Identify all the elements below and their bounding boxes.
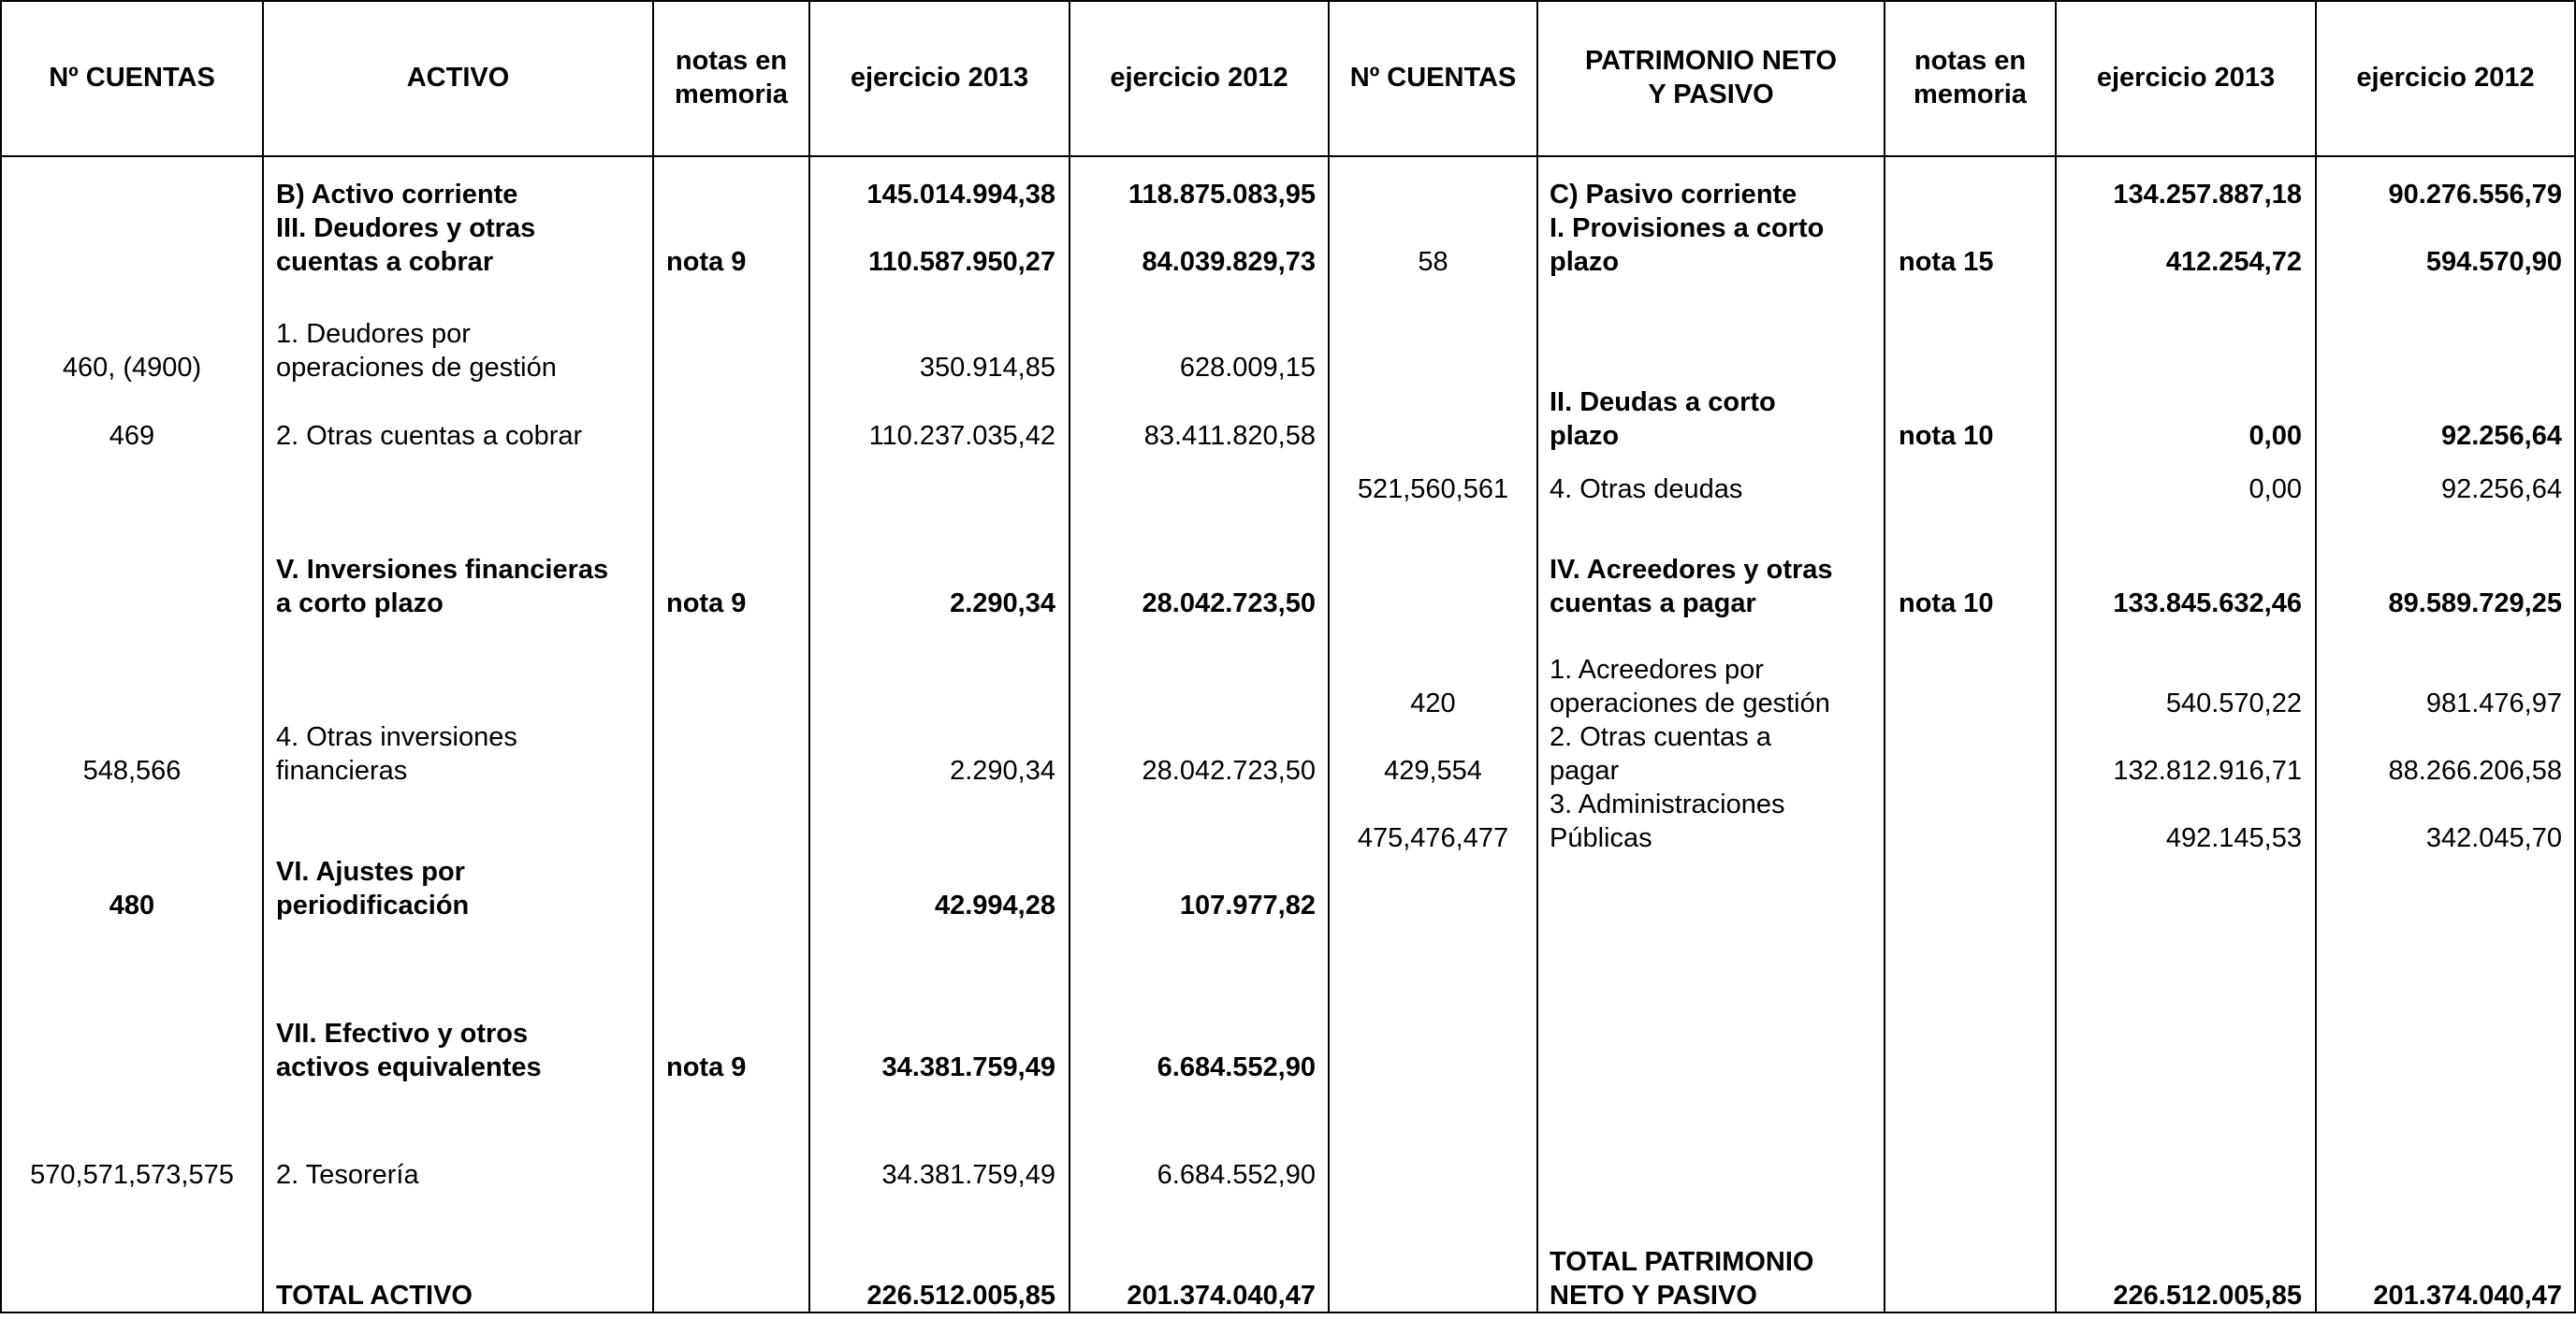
pasivo-i-title-2: plazo xyxy=(1550,247,1620,277)
pasivo-c-title: C) Pasivo corriente xyxy=(1550,180,1797,210)
activo-d1-2013: 350.914,85 xyxy=(919,353,1055,383)
pasivo-a2-2013: 132.812.916,71 xyxy=(2113,756,2302,786)
header-notas-left-2: memoria xyxy=(675,80,788,109)
pasivo-ii4-2013: 0,00 xyxy=(2249,474,2302,504)
activo-d2-cuenta: 469 xyxy=(109,421,155,451)
activo-v-title-2: a corto plazo xyxy=(276,588,444,618)
activo-d2-title: 2. Otras cuentas a cobrar xyxy=(276,421,583,451)
pasivo-i-nota: nota 15 xyxy=(1899,247,1994,277)
pasivo-a3-cuenta: 475,476,477 xyxy=(1357,823,1509,853)
pasivo-total-title-1: TOTAL PATRIMONIO xyxy=(1550,1247,1814,1277)
pasivo-a3-2013: 492.145,53 xyxy=(2165,823,2302,853)
activo-v4-cuenta: 548,566 xyxy=(82,756,182,786)
activo-v-2012: 28.042.723,50 xyxy=(1142,588,1316,618)
header-cuentas-right: Nº CUENTAS xyxy=(1349,63,1517,93)
pasivo-iv-title-2: cuentas a pagar xyxy=(1550,588,1756,618)
pasivo-i-title-1: I. Provisiones a corto xyxy=(1550,213,1825,243)
activo-vii-title-1: VII. Efectivo y otros xyxy=(276,1019,529,1049)
column-divider xyxy=(1536,0,1538,1313)
pasivo-i-2012: 594.570,90 xyxy=(2425,247,2562,277)
activo-vii-2013: 34.381.759,49 xyxy=(881,1052,1055,1082)
activo-b-2013: 145.014.994,38 xyxy=(866,180,1055,210)
pasivo-i-2013: 412.254,72 xyxy=(2165,247,2302,277)
pasivo-total-2013: 226.512.005,85 xyxy=(2113,1281,2302,1311)
activo-v4-2013: 2.290,34 xyxy=(950,756,1055,786)
header-notas-right-1: notas en xyxy=(1914,46,2027,76)
header-ej2012-right: ejercicio 2012 xyxy=(2356,63,2535,93)
column-divider xyxy=(652,0,654,1313)
activo-b-2012: 118.875.083,95 xyxy=(1128,180,1316,210)
activo-vii-title-2: activos equivalentes xyxy=(276,1052,542,1082)
pasivo-ii4-2012: 92.256,64 xyxy=(2440,474,2562,504)
activo-total-2012: 201.374.040,47 xyxy=(1127,1281,1316,1311)
pasivo-ii-2013: 0,00 xyxy=(2249,421,2302,451)
pasivo-ii-nota: nota 10 xyxy=(1899,421,1994,451)
activo-d1-cuenta: 460, (4900) xyxy=(62,353,202,383)
activo-iii-2012: 84.039.829,73 xyxy=(1142,247,1316,277)
pasivo-ii-2012: 92.256,64 xyxy=(2440,421,2562,451)
activo-vi-cuenta: 480 xyxy=(109,891,155,921)
table-top-border xyxy=(0,0,2576,2)
pasivo-i-cuenta: 58 xyxy=(1418,247,1448,277)
activo-iii-title-2: cuentas a cobrar xyxy=(276,247,494,277)
activo-t2-2012: 6.684.552,90 xyxy=(1157,1160,1316,1190)
header-ej2013-right: ejercicio 2013 xyxy=(2096,63,2276,93)
activo-total-2013: 226.512.005,85 xyxy=(866,1281,1055,1311)
header-pnp-1: PATRIMONIO NETO xyxy=(1584,46,1838,76)
pasivo-iv-nota: nota 10 xyxy=(1899,588,1994,618)
activo-vi-2013: 42.994,28 xyxy=(934,891,1055,921)
pasivo-a2-title-1: 2. Otras cuentas a xyxy=(1550,722,1771,752)
pasivo-a3-2012: 342.045,70 xyxy=(2425,823,2562,853)
activo-d2-2012: 83.411.820,58 xyxy=(1143,421,1316,451)
pasivo-c-2013: 134.257.887,18 xyxy=(2113,180,2302,210)
pasivo-a1-2013: 540.570,22 xyxy=(2165,689,2302,718)
activo-d1-title-2: operaciones de gestión xyxy=(276,353,557,383)
activo-v4-2012: 28.042.723,50 xyxy=(1142,756,1316,786)
pasivo-a1-title-1: 1. Acreedores por xyxy=(1550,655,1764,685)
pasivo-iv-2012: 89.589.729,25 xyxy=(2388,588,2562,618)
activo-vii-nota: nota 9 xyxy=(666,1052,747,1082)
header-pnp-2: Y PASIVO xyxy=(1648,80,1774,109)
header-notas-right-2: memoria xyxy=(1914,80,2027,109)
column-divider xyxy=(0,0,2,1313)
activo-d1-2012: 628.009,15 xyxy=(1179,353,1316,383)
pasivo-a2-cuenta: 429,554 xyxy=(1384,756,1482,786)
activo-vi-title-1: VI. Ajustes por xyxy=(276,857,465,887)
pasivo-a1-2012: 981.476,97 xyxy=(2425,689,2562,718)
activo-iii-nota: nota 9 xyxy=(666,247,747,277)
column-divider xyxy=(1884,0,1885,1313)
pasivo-total-2012: 201.374.040,47 xyxy=(2373,1281,2562,1311)
activo-iii-2013: 110.587.950,27 xyxy=(868,247,1055,277)
pasivo-a3-title-2: Públicas xyxy=(1550,823,1652,853)
activo-iii-title-1: III. Deudores y otras xyxy=(276,213,536,243)
column-divider xyxy=(1328,0,1330,1313)
header-cuentas-left: Nº CUENTAS xyxy=(49,63,215,93)
activo-d2-2013: 110.237.035,42 xyxy=(868,421,1055,451)
pasivo-a1-title-2: operaciones de gestión xyxy=(1550,689,1830,718)
pasivo-iv-title-1: IV. Acreedores y otras xyxy=(1550,555,1833,585)
pasivo-total-title-2: NETO Y PASIVO xyxy=(1550,1281,1757,1311)
activo-v-nota: nota 9 xyxy=(666,588,747,618)
pasivo-a2-2012: 88.266.206,58 xyxy=(2388,756,2562,786)
activo-t2-cuenta: 570,571,573,575 xyxy=(30,1160,234,1190)
pasivo-c-2012: 90.276.556,79 xyxy=(2388,180,2562,210)
activo-vii-2012: 6.684.552,90 xyxy=(1157,1052,1316,1082)
activo-t2-2013: 34.381.759,49 xyxy=(881,1160,1055,1190)
pasivo-ii4-cuenta: 521,560,561 xyxy=(1357,474,1509,504)
activo-v4-title-1: 4. Otras inversiones xyxy=(276,722,517,752)
header-ej2013-left: ejercicio 2013 xyxy=(850,63,1029,93)
activo-vi-title-2: periodificación xyxy=(276,891,470,921)
header-notas-left-1: notas en xyxy=(675,46,788,76)
header-activo: ACTIVO xyxy=(406,63,510,93)
activo-v4-title-2: financieras xyxy=(276,756,408,786)
header-ej2012-left: ejercicio 2012 xyxy=(1110,63,1288,93)
activo-v-2013: 2.290,34 xyxy=(950,588,1055,618)
activo-b-title: B) Activo corriente xyxy=(276,180,518,210)
activo-vi-2012: 107.977,82 xyxy=(1179,891,1316,921)
pasivo-a3-title-1: 3. Administraciones xyxy=(1550,790,1785,819)
pasivo-a1-cuenta: 420 xyxy=(1410,689,1456,718)
pasivo-a2-title-2: pagar xyxy=(1550,756,1620,786)
column-divider xyxy=(262,0,264,1313)
activo-total-title: TOTAL ACTIVO xyxy=(276,1281,473,1311)
pasivo-ii4-title: 4. Otras deudas xyxy=(1550,474,1743,504)
activo-t2-title: 2. Tesorería xyxy=(276,1160,419,1190)
pasivo-iv-2013: 133.845.632,46 xyxy=(2113,588,2302,618)
activo-d1-title-1: 1. Deudores por xyxy=(276,319,471,349)
pasivo-ii-title-2: plazo xyxy=(1550,421,1620,451)
header-bottom-border xyxy=(0,155,2576,157)
pasivo-ii-title-1: II. Deudas a corto xyxy=(1550,387,1776,417)
activo-v-title-1: V. Inversiones financieras xyxy=(276,555,609,585)
